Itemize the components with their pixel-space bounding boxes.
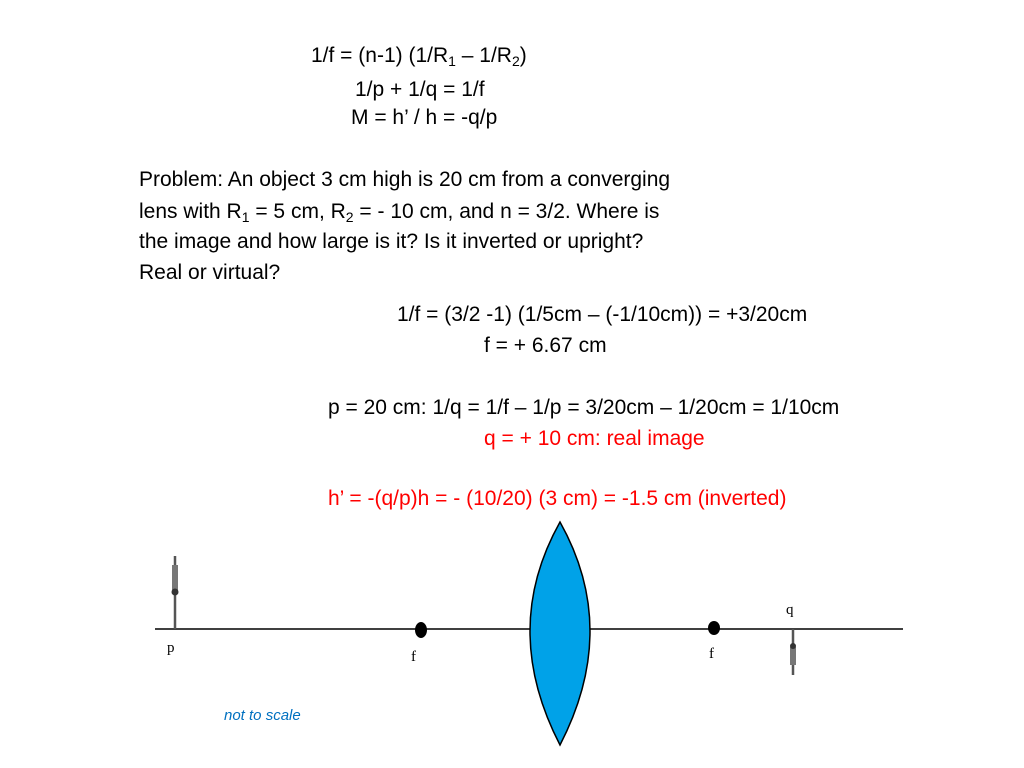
magnification-equation: M = h’ / h = -q/p: [351, 106, 498, 129]
image-distance-calculation: p = 20 cm: 1/q = 1/f – 1/p = 3/20cm – 1/20cm = 1/10cm: [328, 396, 840, 419]
image-height-result: h’ = -(q/p)h = - (10/20) (3 cm) = -1.5 cm (inverted): [328, 487, 787, 510]
focal-point-right: [708, 621, 720, 635]
problem-line-1: Problem: An object 3 cm high is 20 cm from a converging: [139, 168, 671, 191]
focal-label-left: f: [411, 649, 416, 665]
thin-lens-equation: 1/p + 1/q = 1/f: [355, 78, 485, 101]
focal-length-result: f = + 6.67 cm: [484, 334, 607, 357]
object-arrow: [172, 556, 179, 629]
lensmaker-equation: 1/f = (n-1) $(1/R_1 - 1/R_2)$: [311, 44, 527, 69]
image-arrow: [790, 629, 796, 675]
converging-lens: [530, 522, 590, 745]
problem-line-2: lens with $R_1 = 5$ cm, $R_2$ = - 10 cm, and n = 3/2. Where is: [139, 200, 660, 225]
image-label: q: [786, 602, 794, 618]
not-to-scale-note: not to scale: [224, 707, 301, 724]
image-distance-result: q = + 10 cm: real image: [484, 427, 705, 450]
focal-length-calculation: 1/f = (3/2 -1) (1/5cm – (-1/10cm)) = +3/20cm: [397, 303, 808, 326]
problem-line-3: the image and how large is it? Is it inverted or upright?: [139, 230, 644, 253]
problem-line-4: Real or virtual?: [139, 261, 281, 284]
focal-label-right: f: [709, 646, 714, 662]
object-label: p: [167, 640, 175, 656]
focal-point-left: [415, 622, 427, 638]
